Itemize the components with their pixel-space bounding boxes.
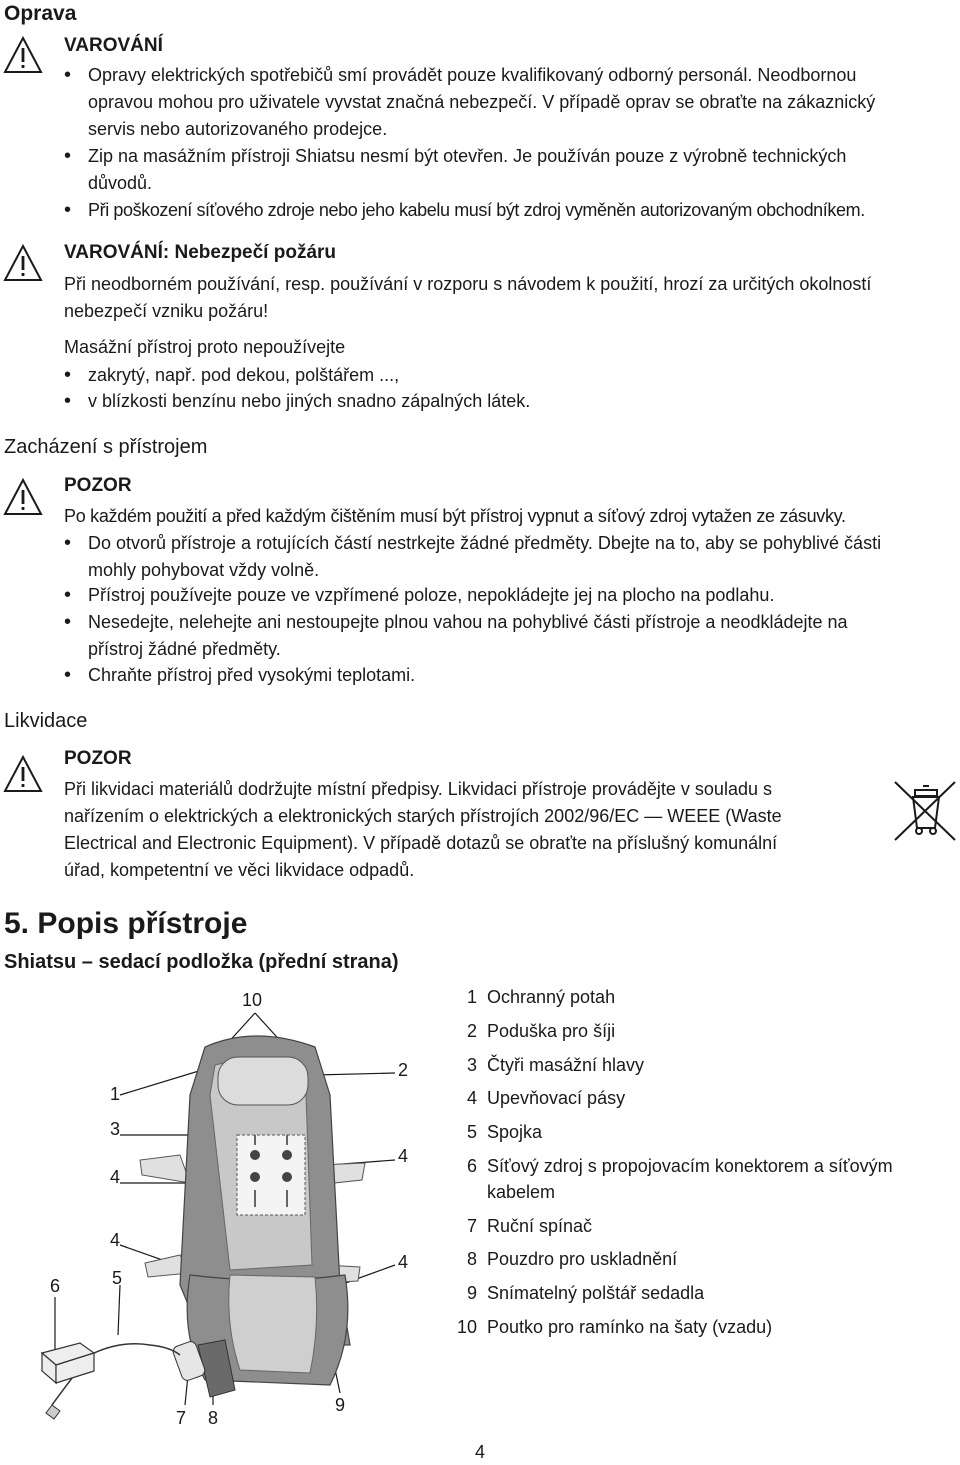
fire-intro: Masážní přístroj proto nepoužívejte — [64, 337, 346, 357]
section-heading-repair: Oprava — [4, 2, 77, 25]
warning-triangle-icon — [3, 36, 43, 74]
callout-number: 7 — [176, 1408, 187, 1428]
callout-number: 8 — [208, 1408, 219, 1428]
callout-number: 4 — [110, 1230, 121, 1250]
callout-number: 4 — [398, 1146, 409, 1166]
massage-seat-illustration — [30, 985, 450, 1445]
callout-number: 10 — [242, 990, 263, 1010]
list-item: • Do otvorů přístroje a rotujících částí nestrkejte žádné předměty. Dbejte na to, aby se pohyblivé části mohly pohybovat vždy volně. — [64, 530, 960, 584]
list-item: • zakrytý, např. pod dekou, polštářem ..., — [64, 362, 944, 389]
callout-number: 4 — [398, 1252, 409, 1272]
fire-warning-text: Při neodborném používání, resp. používání v rozporu s návodem k použití, hrozí za určitých okolností nebezpečí vzniku požáru! — [64, 274, 872, 321]
list-item: • Přístroj používejte pouze ve vzpřímené poloze, nepokládejte jej na plocho na podlahu. — [64, 582, 960, 609]
warning-triangle-icon — [3, 478, 43, 516]
page-number: 4 — [475, 1442, 486, 1462]
caution-title: POZOR — [64, 748, 132, 769]
handling-intro: Po každém použití a před každým čištěním musí být přístroj vypnut a síťový zdroj vytažen ze zásuvky. — [64, 506, 846, 526]
list-item: • Opravy elektrických spotřebičů smí provádět pouze kvalifikovaný odborný personál. Neodbornou opravou mohou pro uživatele vyvstat značná nebezpečí. V případě oprav se obraťte na zákaznický servis nebo autorizovaného prodejce. — [64, 62, 960, 143]
list-item: • Chraňte přístroj před vysokými teplotami. — [64, 662, 960, 689]
section-heading-disposal: Likvidace — [4, 710, 88, 732]
fire-warning-title: VAROVÁNÍ: Nebezpečí požáru — [64, 242, 337, 263]
section-heading-description: 5. Popis přístroje — [4, 907, 248, 940]
callout-number: 2 — [398, 1060, 409, 1080]
list-item: • Zip na masážním přístroji Shiatsu nesmí být otevřen. Je používán pouze z výrobně technických důvodů. — [64, 143, 960, 197]
section-heading-handling: Zacházení s přístrojem — [4, 436, 208, 458]
section-subheading: Shiatsu – sedací podložka (přední strana) — [4, 951, 399, 973]
callout-number: 9 — [335, 1395, 346, 1415]
callout-number: 5 — [112, 1268, 123, 1288]
list-item: • Nesedejte, nelehejte ani nestoupejte plnou vahou na pohyblivé části přístroje a neodkládejte na přístroj žádné předměty. — [64, 609, 960, 663]
callout-number: 1 — [110, 1084, 121, 1104]
warning-triangle-icon — [3, 244, 43, 282]
crossed-out-wheelie-bin-icon — [893, 780, 957, 842]
callout-number: 6 — [50, 1276, 61, 1296]
disposal-text: Při likvidaci materiálů dodržujte místní předpisy. Likvidaci přístroje provádějte v souladu s nařízením o elektrických a elektronických starých přístrojích 2002/96/EC — WEEE (Waste Electrical and Electronic Equipment). V případě dotazů se obraťte na příslušný komunální úřad, kompetentní ve věci likvidace odpadů. — [64, 779, 782, 880]
callout-number: 4 — [110, 1167, 121, 1187]
warning-title: VAROVÁNÍ — [64, 35, 163, 56]
list-item: • v blízkosti benzínu nebo jiných snadno zápalných látek. — [64, 388, 944, 415]
warning-triangle-icon — [3, 755, 43, 793]
caution-title: POZOR — [64, 475, 132, 496]
list-item: • Při poškození síťového zdroje nebo jeho kabelu musí být zdroj vyměněn autorizovaným obchodníkem. — [64, 197, 960, 224]
callout-number: 3 — [110, 1119, 121, 1139]
